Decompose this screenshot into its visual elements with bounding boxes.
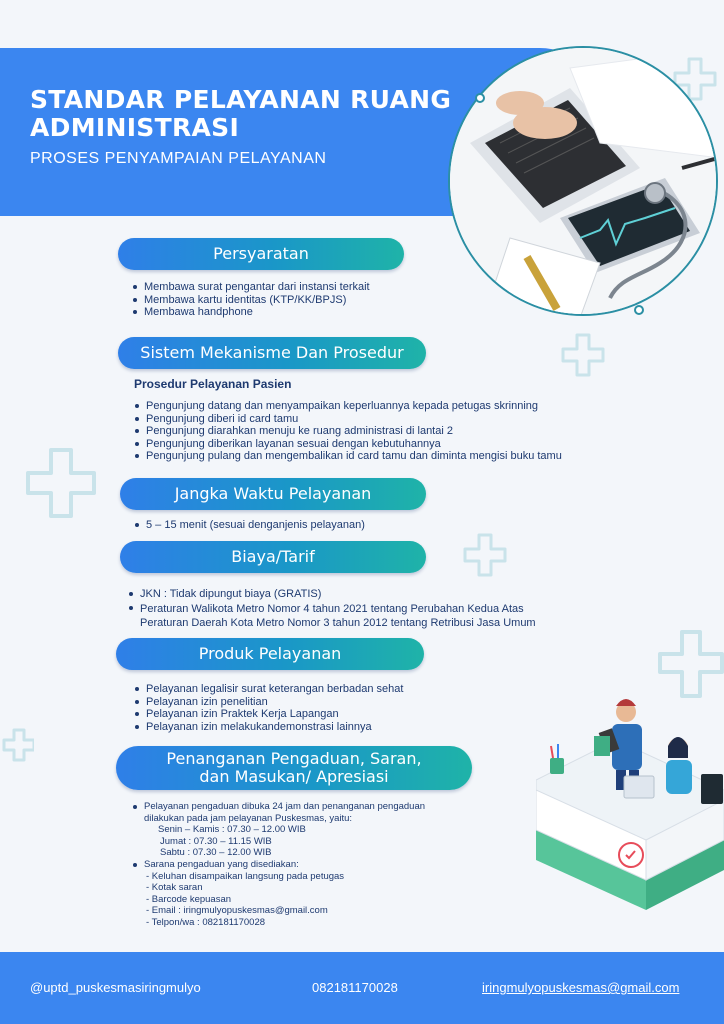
biaya-list: [128, 588, 558, 630]
section-header-sistem: Sistem Mekanisme Dan Prosedur: [118, 337, 426, 369]
section-header-pengaduan: [116, 746, 472, 790]
footer-instagram[interactable]: @uptd_puskesmasiringmulyo: [30, 980, 201, 995]
section-header-biaya: Biaya/Tarif: [120, 541, 426, 573]
list-item: Pelayanan izin melakukandemonstrasi lainnya: [134, 721, 454, 734]
list-item: Membawa kartu identitas (KTP/KK/BPJS): [132, 294, 432, 307]
list-item: JKN : Tidak dipungut biaya (GRATIS): [128, 588, 558, 601]
section-header-jangka-waktu: Jangka Waktu Pelayanan: [120, 478, 426, 510]
sistem-subheading: Prosedur Pelayanan Pasien: [134, 377, 292, 391]
list-item: Pengunjung diberi id card tamu: [134, 413, 614, 426]
pengaduan-intro-line1: Pelayanan pengaduan dibuka 24 jam dan penanganan pengaduan: [144, 801, 426, 812]
plus-decoration-icon: [0, 726, 34, 774]
list-item: Pengunjung diarahkan menuju ke ruang administrasi di lantai 2: [134, 425, 614, 438]
list-item: 5 – 15 menit (sesuai denganjenis pelayanan): [134, 519, 434, 532]
sarana-item: - Telpon/wa : 082181170028: [146, 916, 266, 928]
connector-dot: [634, 305, 644, 315]
footer-phone[interactable]: 082181170028: [312, 980, 398, 995]
pengaduan-intro-line2: dilakukan pada jam pelayanan Puskesmas, yaitu:: [144, 812, 353, 824]
list-item: Pengunjung diberikan layanan sesuai dengan kebutuhannya: [134, 438, 614, 451]
pengaduan-content: [132, 801, 492, 929]
pengaduan-heading-line1: Penanganan Pengaduan, Saran,: [166, 749, 422, 768]
plus-decoration-icon: [24, 446, 98, 520]
sistem-list: [134, 400, 614, 463]
bullet-icon: [133, 863, 137, 867]
hours-row: Jumat : 07.30 – 11.15 WIB: [160, 835, 272, 847]
jangka-list: [134, 519, 434, 532]
hours-row: Senin – Kamis : 07.30 – 12.00 WIB: [158, 824, 306, 836]
list-item: Membawa handphone: [132, 306, 432, 319]
list-item: Pelayanan izin Praktek Kerja Lapangan: [134, 708, 454, 721]
persyaratan-list: [132, 281, 432, 319]
sarana-item: - Barcode kepuasan: [146, 893, 232, 905]
page-subtitle: PROSES PENYAMPAIAN PELAYANAN: [30, 150, 327, 167]
list-item: Pelayanan legalisir surat keterangan berbadan sehat: [134, 683, 454, 696]
sarana-item: - Email : iringmulyopuskesmas@gmail.com: [146, 905, 328, 917]
page-title: STANDAR PELAYANAN RUANG ADMINISTRASI: [30, 85, 452, 142]
hours-row: Sabtu : 07.30 – 12.00 WIB: [160, 847, 272, 859]
section-header-produk: Produk Pelayanan: [116, 638, 424, 670]
pengaduan-heading-line2: dan Masukan/ Apresiasi: [199, 767, 389, 786]
bullet-icon: [133, 805, 137, 809]
sarana-title: Sarana pengaduan yang disediakan:: [144, 858, 299, 870]
produk-list: [134, 683, 454, 733]
connector-dot: [475, 93, 485, 103]
plus-decoration-icon: [462, 532, 508, 578]
list-item: Peraturan Walikota Metro Nomor 4 tahun 2021 tentang Perubahan Kedua Atas Peraturan Daerah Kota Metro Nomor 3 tahun 2012 tentang Retribusi Jasa Umum: [128, 602, 558, 630]
list-item: Pelayanan izin penelitian: [134, 696, 454, 709]
section-header-persyaratan: Persyaratan: [118, 238, 404, 270]
list-item: Membawa surat pengantar dari instansi terkait: [132, 281, 432, 294]
sarana-item: - Keluhan disampaikan langsung pada petugas: [146, 870, 345, 882]
plus-decoration-icon: [560, 332, 606, 378]
list-item: Pengunjung datang dan menyampaikan keperluannya kepada petugas skrinning: [134, 400, 614, 413]
footer-email[interactable]: iringmulyopuskesmas@gmail.com: [482, 980, 680, 995]
sarana-item: - Kotak saran: [146, 882, 203, 894]
list-item: Pengunjung pulang dan mengembalikan id card tamu dan diminta mengisi buku tamu: [134, 450, 614, 463]
laptop-stethoscope-photo: [448, 46, 718, 316]
reception-desk-illustration: [536, 690, 724, 930]
